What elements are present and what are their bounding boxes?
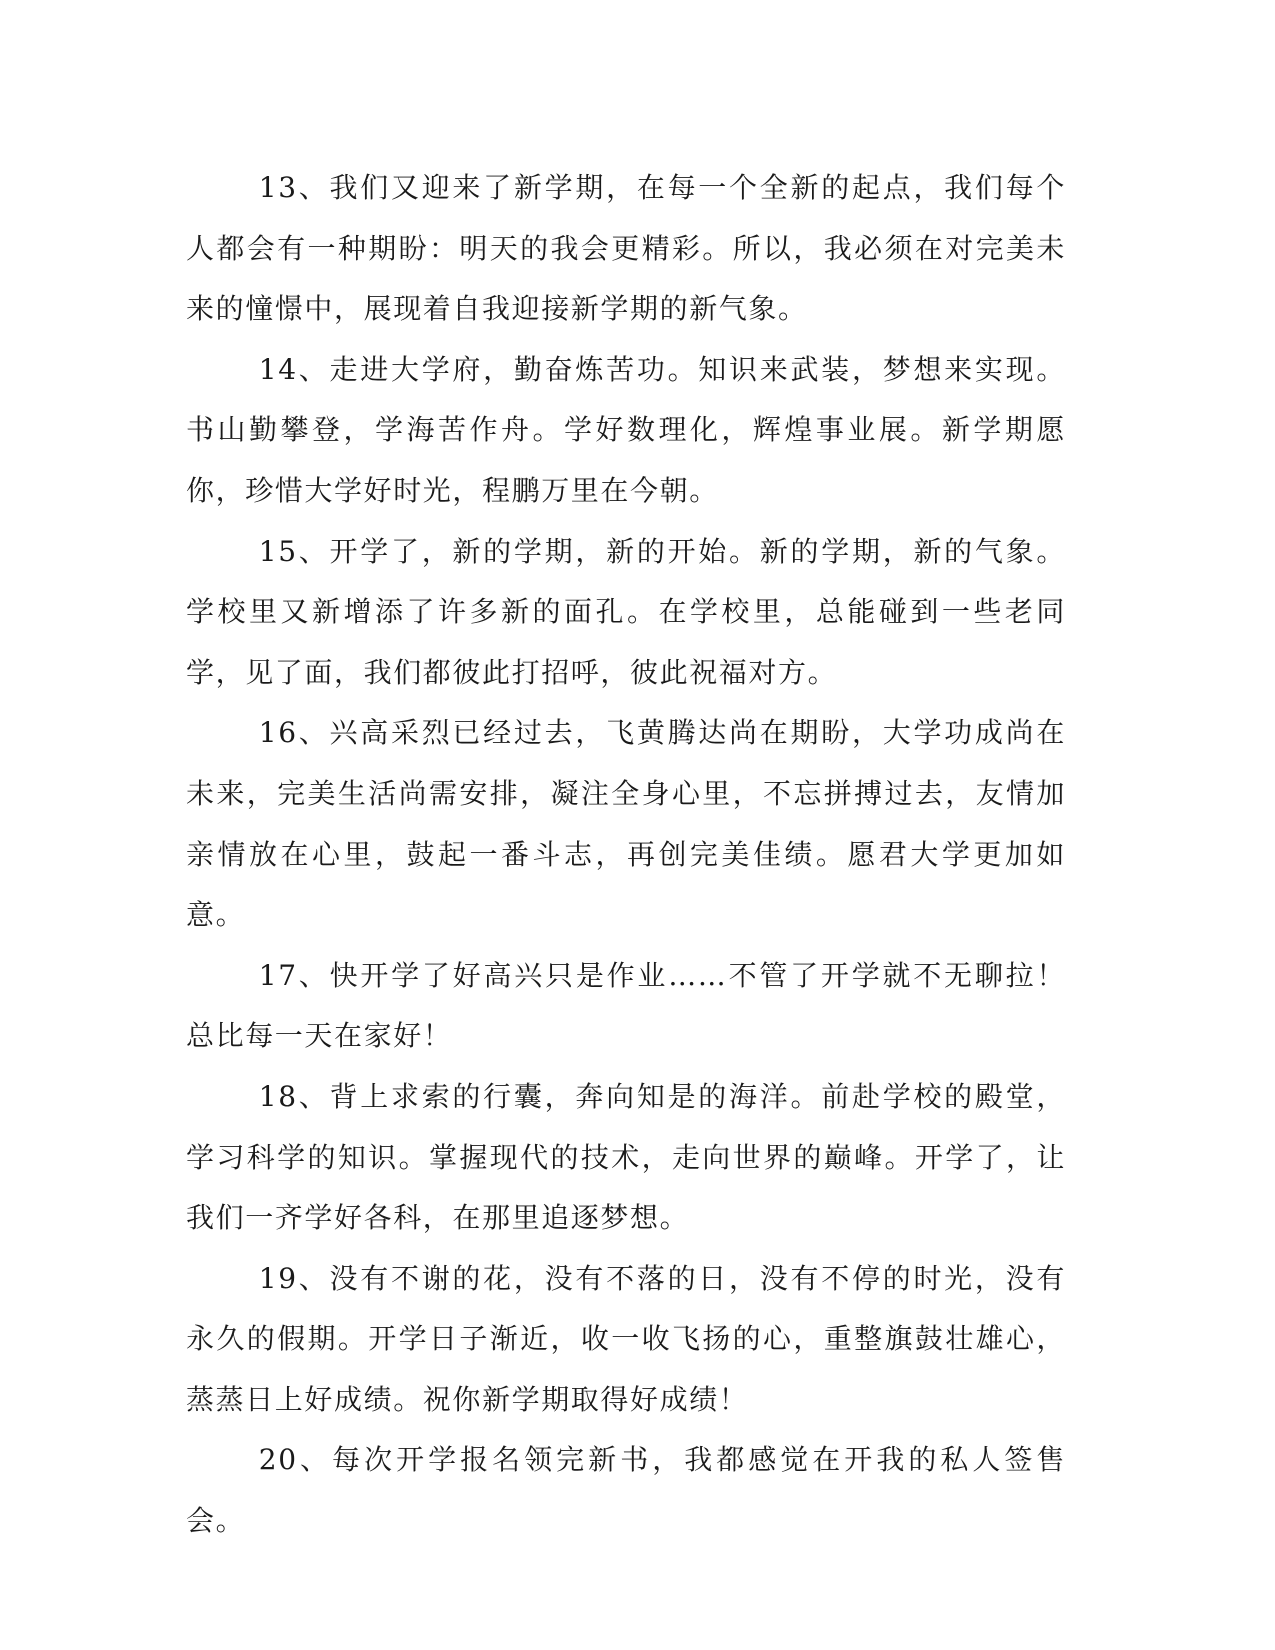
paragraph-20: 20、每次开学报名领完新书，我都感觉在开我的私人签售会。	[186, 1443, 1066, 1538]
paragraph-13: 13、我们又迎来了新学期，在每一个全新的起点，我们每个人都会有一种期盼：明天的我会更精彩。所以，我必须在对完美未来的憧憬中，展现着自我迎接新学期的新气象。	[186, 171, 1066, 326]
paragraph-18: 18、背上求索的行囊，奔向知是的海洋。前赴学校的殿堂，学习科学的知识。掌握现代的技术，走向世界的巅峰。开学了，让我们一齐学好各科，在那里追逐梦想。	[186, 1079, 1066, 1235]
paragraph-17: 17、快开学了好高兴只是作业……不管了开学就不无聊拉！总比每一天在家好！	[186, 958, 1066, 1053]
paragraph-16: 16、兴高采烈已经过去，飞黄腾达尚在期盼，大学功成尚在未来，完美生活尚需安排，凝注全身心里，不忘拼搏过去，友情加亲情放在心里，鼓起一番斗志，再创完美佳绩。愿君大学更加如意。	[186, 716, 1066, 932]
paragraph-19: 19、没有不谢的花，没有不落的日，没有不停的时光，没有永久的假期。开学日子渐近，收一收飞扬的心，重整旗鼓壮雄心，蒸蒸日上好成绩。祝你新学期取得好成绩！	[186, 1261, 1066, 1416]
paragraph-14: 14、走进大学府，勤奋炼苦功。知识来武装，梦想来实现。书山勤攀登，学海苦作舟。学好数理化，辉煌事业展。新学期愿你，珍惜大学好时光，程鹏万里在今朝。	[186, 352, 1066, 507]
document-body	[186, 158, 1066, 1552]
paragraph-15: 15、开学了，新的学期，新的开始。新的学期，新的气象。学校里又新增添了许多新的面孔。在学校里，总能碰到一些老同学，见了面，我们都彼此打招呼，彼此祝福对方。	[186, 534, 1066, 689]
